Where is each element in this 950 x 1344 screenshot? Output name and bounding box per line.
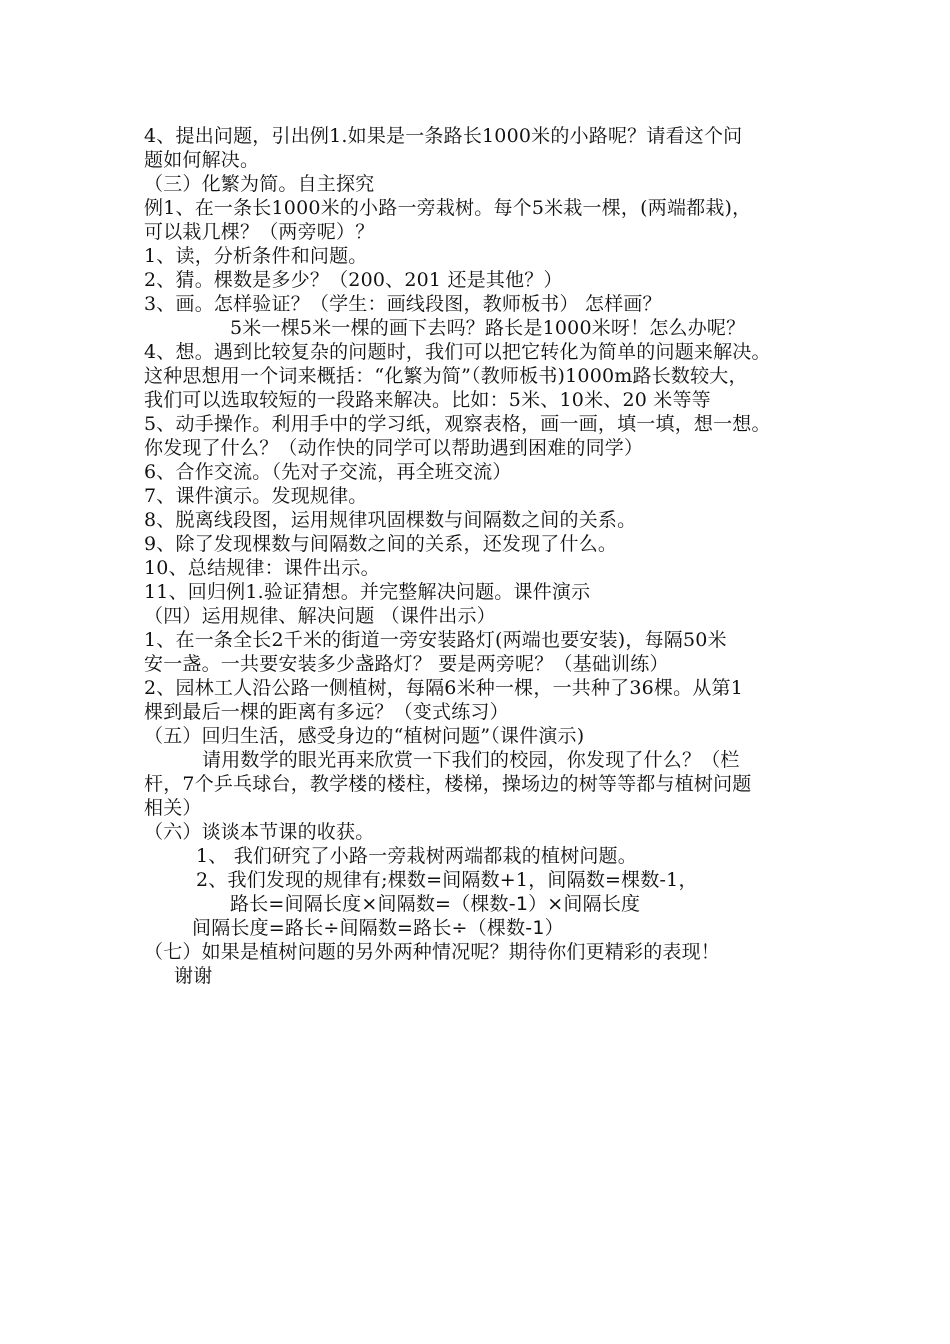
text-line: 我们可以选取较短的一段路来解决。比如：5米、10米、20 米等等 [144,389,711,411]
text-line: 3、画。怎样验证？（学生：画线段图，教师板书） 怎样画？ [144,293,662,315]
text-line: 4、提出问题，引出例1.如果是一条路长1000米的小路呢？请看这个问 [144,125,743,147]
text-line: 棵到最后一棵的距离有多远？（变式练习） [144,701,509,723]
text-line: 1、读，分析条件和问题。 [144,245,368,267]
text-line: 9、除了发现棵数与间隔数之间的关系，还发现了什么。 [144,533,618,555]
summary-item: 2、我们发现的规律有;棵数=间隔数+1，间隔数=棵数-1， [196,869,698,891]
text-line: 11、回归例1.验证猜想。并完整解决问题。课件演示 [144,581,591,603]
section-heading: （六）谈谈本节课的收获。 [144,821,375,843]
closing-text: 谢谢 [174,965,213,987]
text-line: 杆，7个乒乓球台，教学楼的楼柱，楼梯，操场边的树等等都与植树问题 [144,773,752,795]
text-line: 安一盏。一共要安装多少盏路灯？ 要是两旁呢？（基础训练） [144,653,669,675]
text-line: 你发现了什么？（动作快的同学可以帮助遇到困难的同学） [144,437,644,459]
text-line: 7、课件演示。发现规律。 [144,485,368,507]
summary-item: 1、 我们研究了小路一旁栽树两端都栽的植树问题。 [196,845,637,867]
section-heading: （三）化繁为简。自主探究 [144,173,375,195]
text-line: 请用数学的眼光再来欣赏一下我们的校园，你发现了什么？（栏 [202,749,740,771]
text-line: 2、园林工人沿公路一侧植树，每隔6米种一棵，一共种了36棵。从第1 [144,677,744,699]
formula-line: 路长=间隔长度×间隔数=（棵数-1）×间隔长度 [230,893,641,915]
text-line: 5米一棵5米一棵的画下去吗？路长是1000米呀！怎么办呢？ [230,317,746,339]
text-line: 题如何解决。 [144,149,260,171]
text-line: 5、动手操作。利用手中的学习纸，观察表格，画一画，填一填，想一想。 [144,413,771,435]
text-line: 这种思想用一个词来概括：“化繁为简”（教师板书)1000m路长数较大， [144,365,748,387]
text-line: 可以栽几棵？（两旁呢）？ [144,221,375,243]
text-line: 8、脱离线段图，运用规律巩固棵数与间隔数之间的关系。 [144,509,637,531]
text-line: 1、在一条全长2千米的街道一旁安装路灯(两端也要安装)，每隔50米 [144,629,727,651]
text-line: 4、想。遇到比较复杂的问题时，我们可以把它转化为简单的问题来解决。 [144,341,771,363]
document-body [144,124,824,988]
text-line: 6、合作交流。（先对子交流，再全班交流） [144,461,512,483]
text-line: 2、猜。棵数是多少？（200、201 还是其他？） [144,269,563,291]
text-line: 相关） [144,797,202,819]
formula-line: 间隔长度=路长÷间隔数=路长÷（棵数-1） [192,917,564,939]
text-line: 例1、在一条长1000米的小路一旁栽树。每个5米栽一棵，(两端都栽)， [144,197,752,219]
section-heading: （七）如果是植树问题的另外两种情况呢？期待你们更精彩的表现！ [144,941,721,963]
section-heading: （四）运用规律、解决问题 （课件出示） [144,605,496,627]
text-line: 10、总结规律：课件出示。 [144,557,380,579]
section-heading: （五）回归生活，感受身边的“植树问题”（课件演示) [144,725,585,747]
